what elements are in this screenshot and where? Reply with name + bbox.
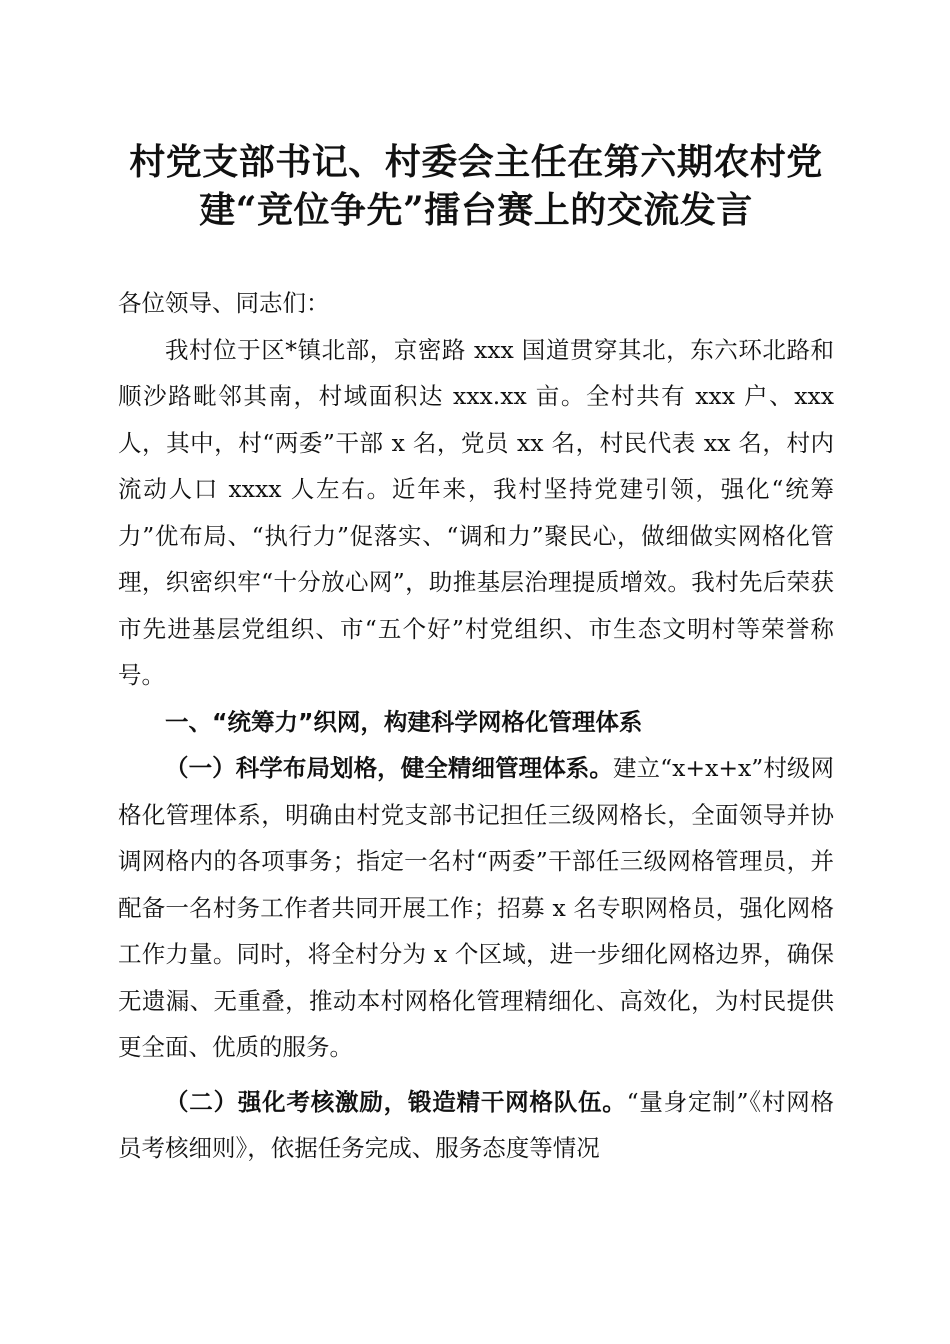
section-1-2-paragraph: [118, 1079, 834, 1172]
document-title: [118, 138, 834, 234]
section-1-1-paragraph: [118, 745, 834, 1071]
section-1-2-title: （二）强化考核激励，锻造精干网格队伍。: [165, 1087, 627, 1116]
salutation: 各位领导、同志们：: [118, 289, 330, 317]
title-line-2: 建“竞位争先”擂台赛上的交流发言: [199, 189, 753, 231]
document-body: [118, 280, 834, 1172]
section-1-1-text: 建立“x+x+x”村级网格化管理体系，明确由村党支部书记担任三级网格长，全面领导并协调网格内的各项事务；指定一名村“两委”干部任三级网格管理员，并配备一名村务工作者共同开展工作；招募 x 名专职网格员，强化网格工作力量。同时，将全村分为 x 个区域，进一步细化网格边界，确保无遗漏、无重叠，推动本村网格化管理精细化、高效化，为村民提供更全面、优质的服务。: [118, 754, 835, 1061]
title-line-1: 村党支部书记、村委会主任在第六期农村党: [129, 141, 823, 183]
section-heading-1: 一、“统筹力”织网，构建科学网格化管理体系: [165, 707, 643, 736]
section-1-2-text: “量身定制”《村网格员考核细则》，依据任务完成、服务态度等情况: [118, 1087, 834, 1162]
intro-paragraph: 我村位于区*镇北部，京密路 xxx 国道贯穿其北，东六环北路和顺沙路毗邻其南，村域面积达 xxx.xx 亩。全村共有 xxx 户、xxx 人，其中，村“两委”干部 x 名，党员 xx 名，村民代表 xx 名，村内流动人口 xxxx 人左右。近年来，我村坚持党建引领，强化“统筹力”优布局、“执行力”促落实、“调和力”聚民心，做细做实网格化管理，织密织牢“十分放心网”，助推基层治理提质增效。我村先后荣获市先进基层党组织、市“五个好”村党组织、市生态文明村等荣誉称号。: [118, 335, 834, 689]
document-page: [118, 138, 834, 1172]
section-1-1-title: （一）科学布局划格，健全精细管理体系。: [165, 754, 613, 782]
